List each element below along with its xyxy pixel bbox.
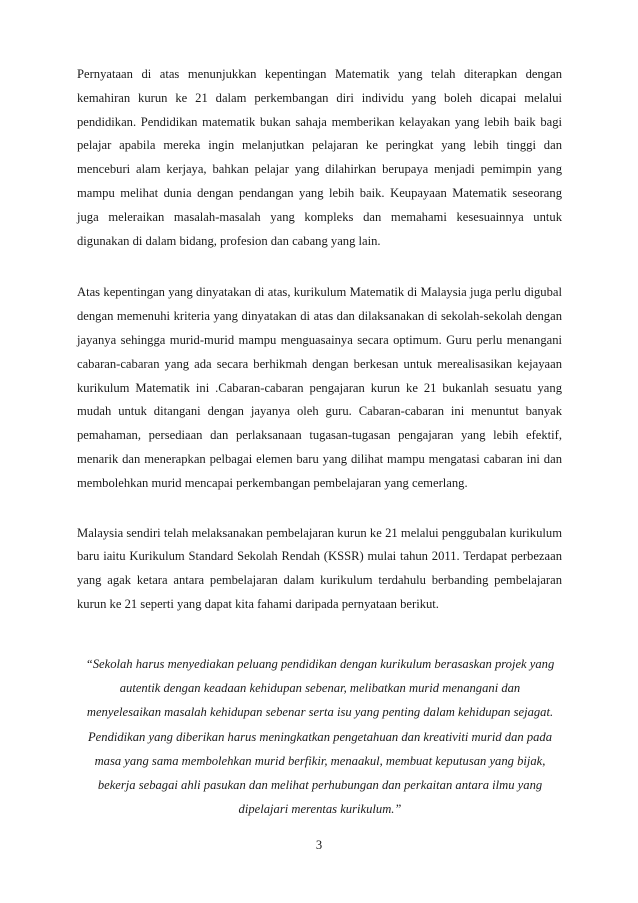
quote-line: menyelesaikan masalah kehidupan sebenar serta isu yang penting dalam kehidupan sejagat.	[86, 705, 554, 720]
quote-line: “Sekolah harus menyediakan peluang pendidikan dengan kurikulum berasaskan projek yang	[85, 657, 555, 671]
block-quote	[72, 652, 568, 821]
paragraph-3: Malaysia sendiri telah melaksanakan pembelajaran kurun ke 21 melalui penggubalan kurikulum baru iaitu Kurikulum Standard Sekolah Rendah (KSSR) mulai tahun 2011. Terdapat perbezaan yang agak ketara antara pembelajaran dalam kurikulum terdahulu berbanding pembelajaran kurun ke 21 seperti yang dapat kita fahami daripada pernyataan berikut.	[77, 525, 562, 611]
document-body	[77, 63, 562, 641]
quote-line: dipelajari merentas kurikulum.”	[238, 802, 402, 817]
page-number: 3	[315, 838, 323, 852]
paragraph-1: Pernyataan di atas menunjukkan kepentingan Matematik yang telah diterapkan dengan kemahiran kurun ke 21 dalam perkembangan diri individu yang boleh dicapai melalui pendidikan. Pendidikan matematik bukan sahaja memberikan kelayakan yang lebih baik bagi pelajar apabila mereka ingin melanjutkan pelajaran ke peringkat yang lebih tinggi dan menceburi alam kerjaya, bahkan pelajar yang dilahirkan berupaya menjadi pemimpin yang mampu melihat dunia dengan pendangan yang lebih baik. Keupayaan Matematik seseorang juga meleraikan masalah-masalah yang kompleks dan memahami kesesuainnya untuk digunakan di dalam bidang, profesion dan cabang yang lain.	[77, 67, 562, 248]
quote-line: Pendidikan yang diberikan harus meningkatkan pengetahuan dan kreativiti murid dan pada	[87, 729, 553, 744]
quote-line: masa yang sama membolehkan murid berfikir, menaakul, membuat keputusan yang bijak,	[94, 753, 546, 768]
paragraph-2: Atas kepentingan yang dinyatakan di atas, kurikulum Matematik di Malaysia juga perlu digubal dengan memenuhi kriteria yang dinyatakan di atas dan dilaksanakan di sekolah-sekolah dengan jayanya sehingga murid-murid mampu menguasainya secara optimum. Guru perlu menangani cabaran-cabaran yang ada secara berhikmah dengan berkesan untuk merealisasikan kejayaan kurikulum Matematik ini .Cabaran-cabaran pengajaran kurun ke 21 bukanlah sesuatu yang mudah untuk ditangani dengan jayanya oleh guru. Cabaran-cabaran ini menuntut banyak pemahaman, persediaan dan perlaksanaan tugasan-tugasan pengajaran yang lebih efektif, menarik dan menerapkan pelbagai elemen baru yang dilihat mampu mengatasi cabaran ini dan membolehkan murid mencapai perkembangan pembelajaran yang cemerlang.	[77, 285, 562, 490]
quote-line: autentik dengan keadaan kehidupan sebenar, melibatkan murid menangani dan	[119, 681, 521, 696]
quote-line: bekerja sebagai ahli pasukan dan melihat perhubungan dan perkaitan antara ilmu yang	[97, 778, 543, 793]
